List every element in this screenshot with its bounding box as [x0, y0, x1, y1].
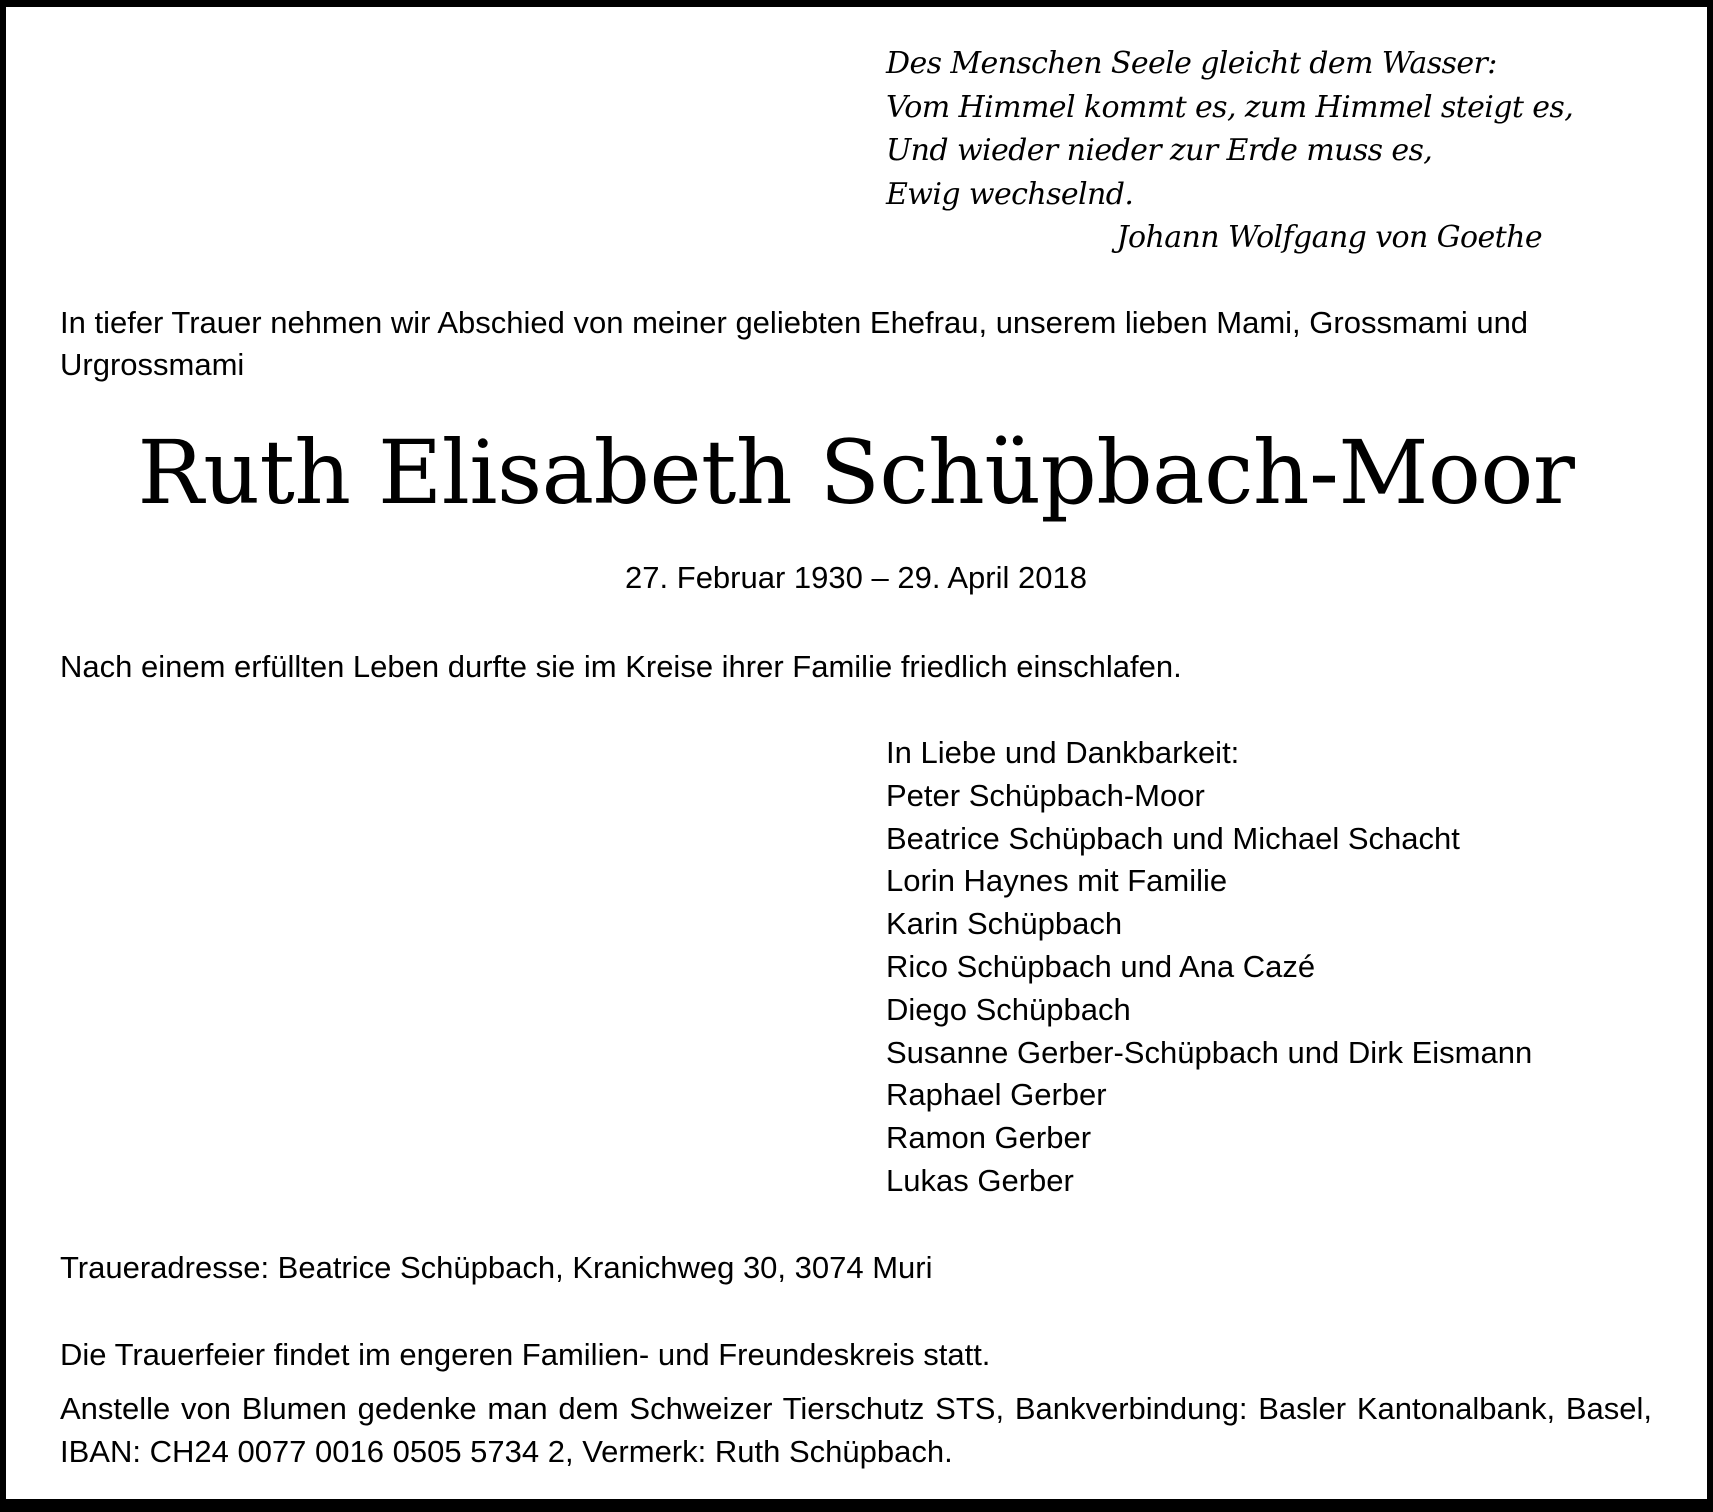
life-dates: 27. Februar 1930 – 29. April 2018 [625, 560, 1087, 595]
quote-author: Johann Wolfgang von Goethe [1116, 220, 1542, 255]
mourning-address: Traueradresse: Beatrice Schüpbach, Kranichweg 30, 3074 Muri [60, 1250, 933, 1285]
mourner-name: Ramon Gerber [886, 1120, 1092, 1156]
mourner-name: Susanne Gerber-Schüpbach und Dirk Eismann [886, 1034, 1533, 1070]
quote-line: Ewig wechselnd. [886, 176, 1134, 212]
mourners-list [886, 732, 1666, 1203]
goethe-quote [886, 42, 1606, 260]
ceremony-note: Die Trauerfeier findet im engeren Familien- und Freundeskreis statt. [60, 1337, 991, 1372]
quote-line: Vom Himmel kommt es, zum Himmel steigt es, [886, 89, 1574, 125]
mourner-name: Raphael Gerber [886, 1077, 1107, 1113]
deceased-name: Ruth Elisabeth Schüpbach-Moor [137, 421, 1575, 524]
mourner-name: Karin Schüpbach [886, 906, 1123, 942]
mourner-name: Lukas Gerber [886, 1162, 1074, 1198]
mourner-name: Lorin Haynes mit Familie [886, 863, 1228, 899]
intro-text: In tiefer Trauer nehmen wir Abschied von meiner geliebten Ehefrau, unserem lieben Mami, Grossmami und Urgrossmami [60, 305, 1529, 382]
mourner-name: Peter Schüpbach-Moor [886, 777, 1205, 813]
passing-sentence: Nach einem erfüllten Leben durfte sie im Kreise ihrer Familie friedlich einschlafen. [60, 649, 1182, 684]
quote-line: Und wieder nieder zur Erde muss es, [886, 133, 1433, 168]
quote-line: Des Menschen Seele gleicht dem Wasser: [886, 46, 1497, 81]
mourner-name: Diego Schüpbach [886, 991, 1131, 1027]
mourner-name: Rico Schüpbach und Ana Cazé [886, 948, 1316, 984]
mourner-name: Beatrice Schüpbach und Michael Schacht [886, 820, 1460, 856]
mourners-heading: In Liebe und Dankbarkeit: [886, 735, 1240, 770]
donation-note: Anstelle von Blumen gedenke man dem Schweizer Tierschutz STS, Bankverbindung: Basler Kantonalbank, Basel, IBAN: CH24 0077 0016 0505 5734 2, Vermerk: Ruth Schüpbach. [60, 1391, 1652, 1469]
